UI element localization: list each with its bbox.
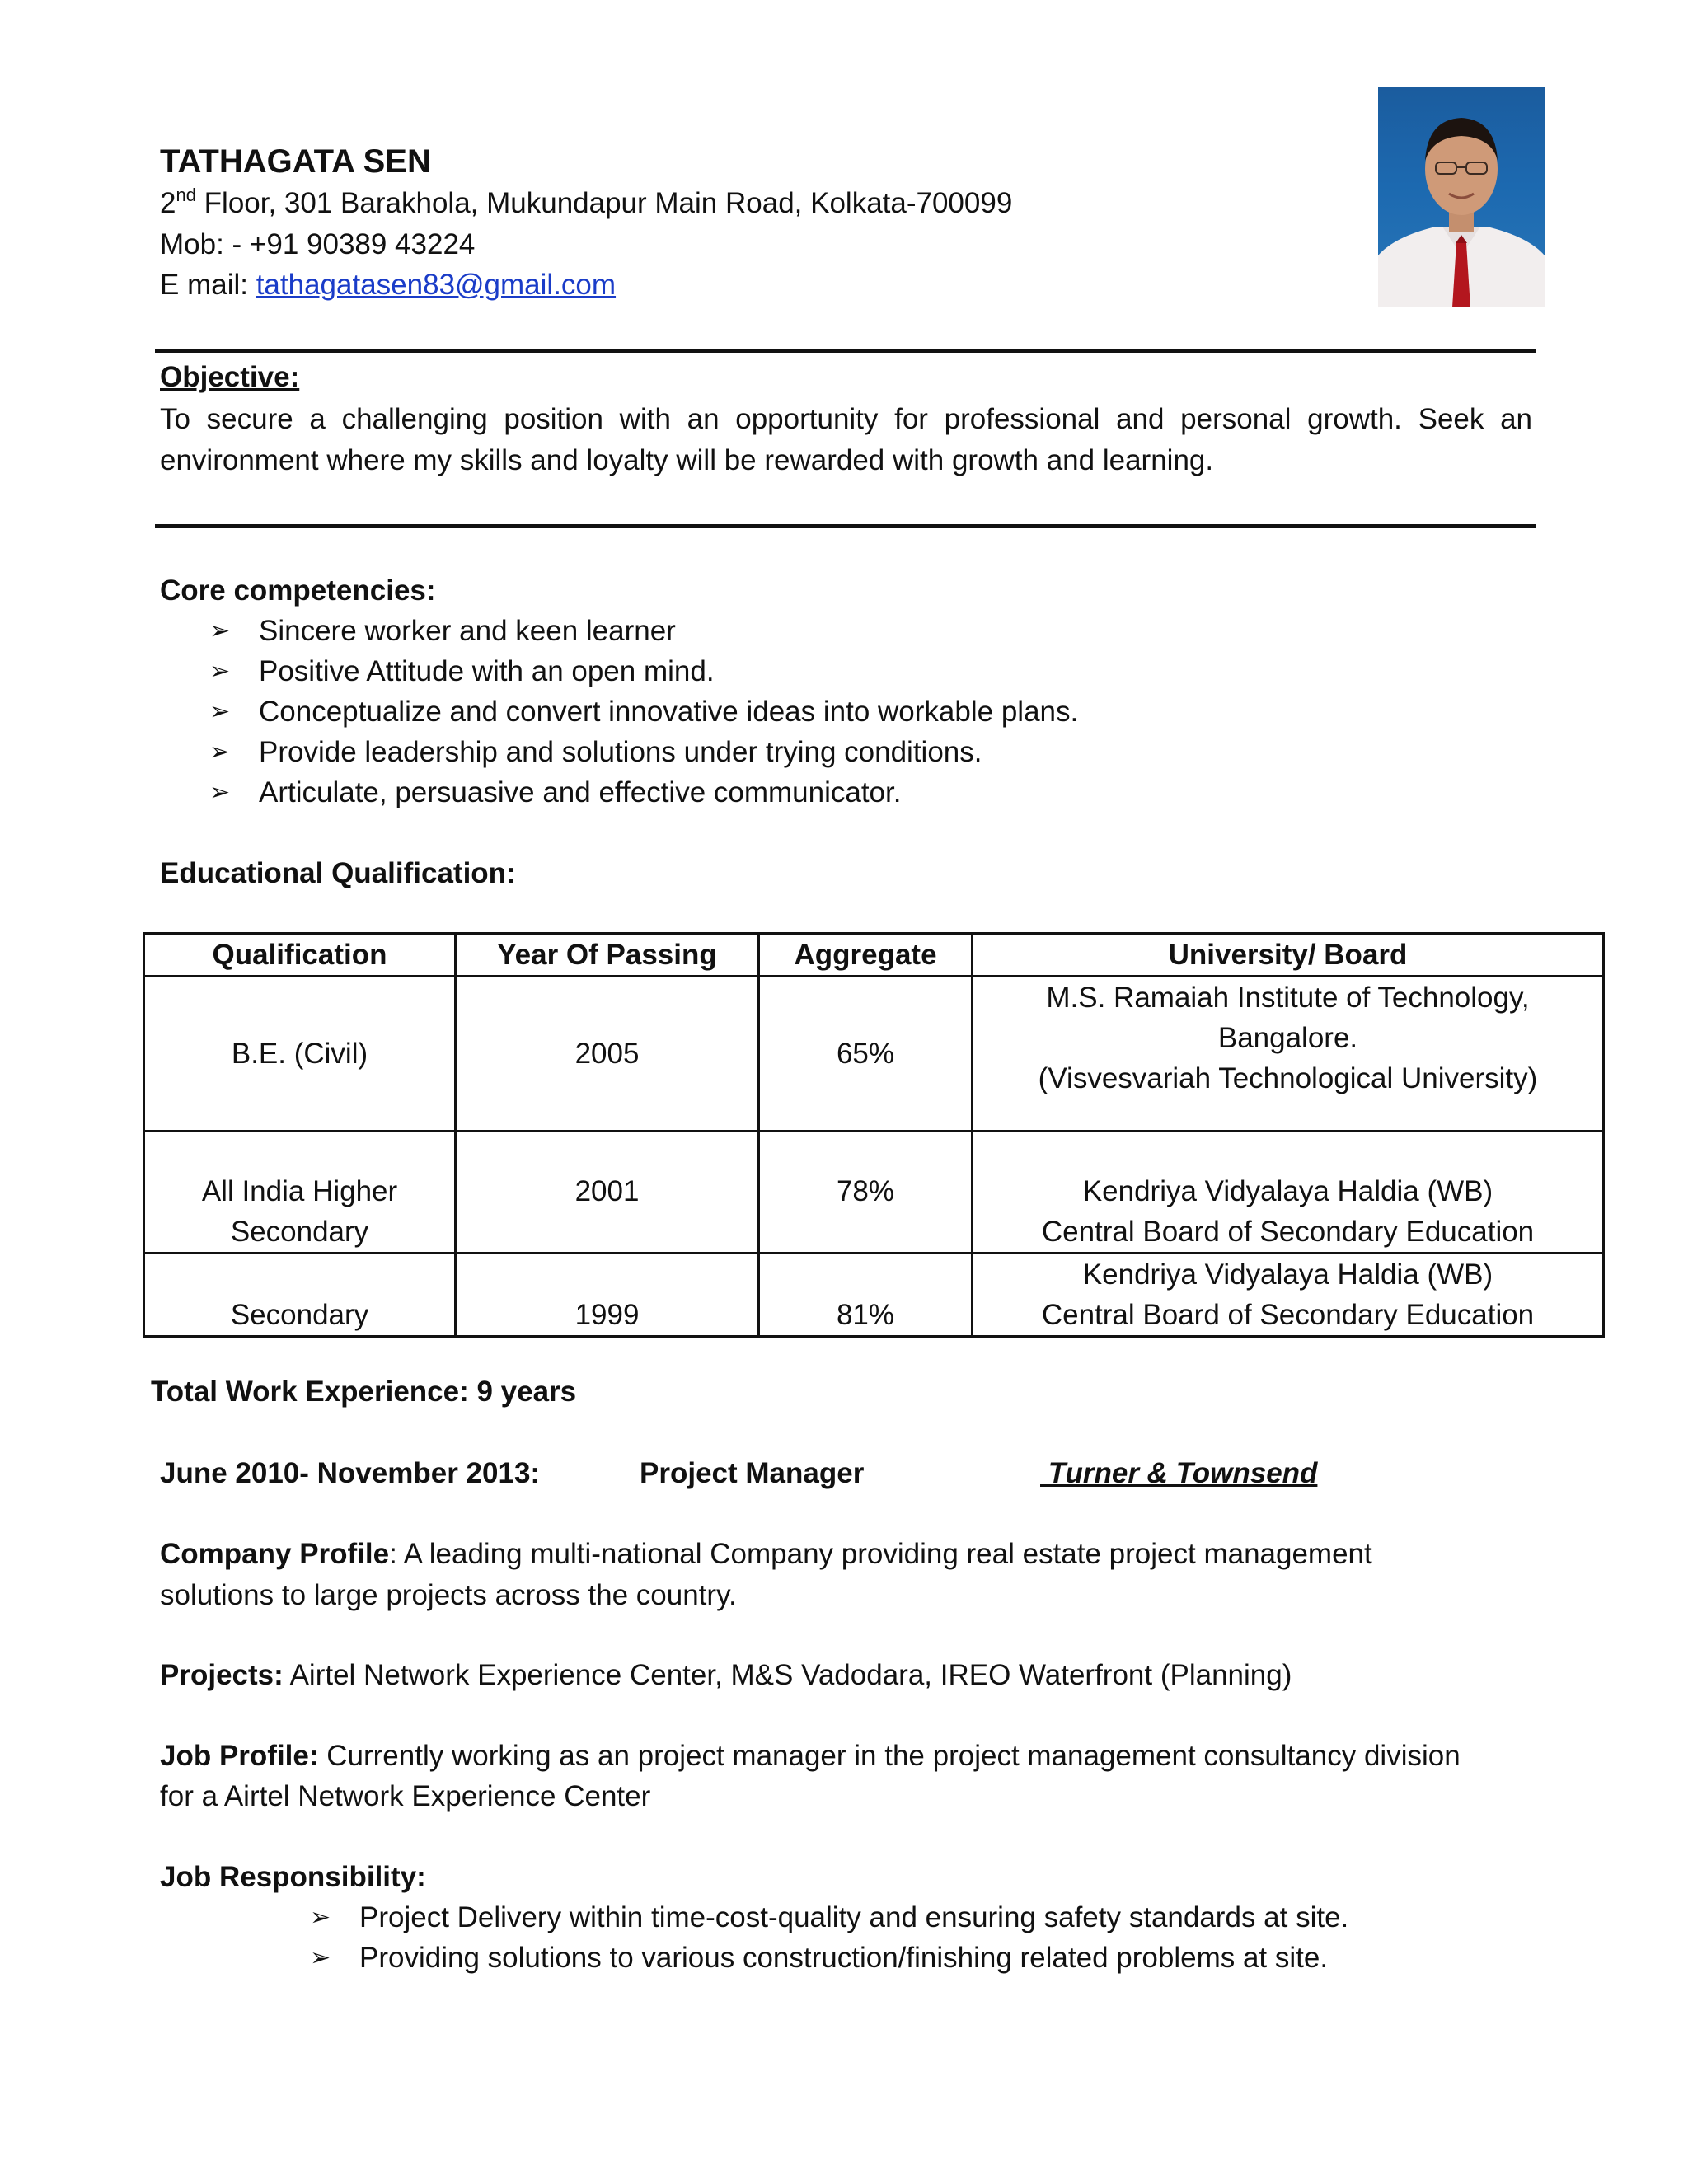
aggregate-cell: 65% [759,977,973,1132]
board-line: (Visvesvariah Technological University) [1038,1062,1538,1094]
employer-name: Turner & Townsend [1040,1457,1318,1489]
qualification-text: B.E. (Civil) [231,1038,368,1070]
list-item-text: Project Delivery within time-cost-quality and ensuring safety standards at site. [359,1901,1349,1933]
address-superscript: nd [176,185,196,205]
list-item [310,1897,1348,1938]
job-responsibility-title: Job Responsibility: [160,1861,426,1893]
board-cell [973,1132,1604,1254]
list-item-text: Positive Attitude with an open mind. [259,655,715,687]
total-experience: Total Work Experience: 9 years [151,1376,577,1408]
company-profile-line-1 [160,1534,1372,1575]
qualification-cell [144,977,456,1132]
list-item [209,691,1078,732]
qualification-cell [144,1132,456,1254]
mobile: Mob: - +91 90389 43224 [160,228,476,260]
core-competencies-list [209,611,1078,813]
board-line: Kendriya Vidyalaya Haldia (WB) [1082,1175,1493,1207]
list-item [209,732,1078,772]
qualification-cell [144,1254,456,1337]
job-responsibility-list [310,1897,1348,1978]
address [160,183,1012,224]
year-cell [456,1254,759,1337]
column-header-aggregate: Aggregate [759,934,973,977]
projects-label: Projects: [160,1659,284,1691]
list-item [209,772,1078,813]
objective-divider [155,524,1536,528]
arrow-bullet-icon: ➢ [209,658,231,685]
company-profile-label: Company Profile [160,1538,390,1570]
job-period: June 2010- November 2013: [160,1457,541,1489]
job-profile-line-2: for a Airtel Network Experience Center [160,1780,651,1812]
email-link[interactable]: tathagatasen83@gmail.com [256,269,617,301]
list-item-text: Sincere worker and keen learner [259,615,676,647]
company-profile-text: : A leading multi-national Company providing real estate project management [389,1538,1372,1570]
table-row [144,1132,1604,1254]
objective-title: Objective: [160,361,300,393]
address-rest: Floor, 301 Barakhola, Mukundapur Main Road, Kolkata-700099 [195,187,1013,219]
list-item-text: Providing solutions to various construction/finishing related problems at site. [359,1942,1329,1974]
objective-line-1: To secure a challenging position with an opportunity for professional and personal growth. Seek an [160,403,1532,435]
column-header-qualification: Qualification [144,934,456,977]
year-cell [456,1132,759,1254]
qualification-text: Secondary [230,1299,369,1331]
board-cell [973,1254,1604,1337]
profile-photo-illustration [1378,87,1545,307]
projects-text: Airtel Network Experience Center, M&S Vadodara, IREO Waterfront (Planning) [283,1659,1292,1691]
address-prefix: 2 [160,187,176,219]
list-item [209,611,1078,651]
qualification-text: All India Higher [201,1175,398,1207]
list-item-text: Provide leadership and solutions under trying conditions. [259,736,982,768]
column-header-year: Year Of Passing [456,934,759,977]
table-header-row [144,934,1604,977]
qualification-text: Secondary [230,1216,369,1248]
education-table [143,932,1605,1338]
core-competencies-title: Core competencies: [160,574,436,607]
aggregate-cell [759,1254,973,1337]
profile-photo [1378,87,1545,307]
company-profile-line-2: solutions to large projects across the country. [160,1579,737,1611]
arrow-bullet-icon: ➢ [209,617,231,644]
board-cell [973,977,1604,1132]
header-divider [155,349,1536,353]
job-profile-line-1 [160,1736,1461,1777]
job-profile-text: Currently working as an project manager in the project management consultancy division [318,1740,1461,1772]
arrow-bullet-icon: ➢ [209,779,231,806]
aggregate-text: 78% [836,1175,895,1207]
column-header-board: University/ Board [973,934,1604,977]
board-line: Kendriya Vidyalaya Haldia (WB) [1082,1258,1493,1291]
aggregate-cell [759,1132,973,1254]
list-item-text: Articulate, persuasive and effective communicator. [259,776,902,808]
email-line [160,265,616,306]
arrow-bullet-icon: ➢ [310,1944,331,1971]
list-item [209,651,1078,691]
list-item [310,1938,1348,1978]
arrow-bullet-icon: ➢ [209,738,231,766]
board-line: M.S. Ramaiah Institute of Technology, [1046,982,1530,1014]
email-label: E mail: [160,269,256,301]
year-text: 2001 [574,1175,640,1207]
candidate-name: TATHAGATA SEN [160,143,431,180]
projects-line [160,1655,1292,1696]
job-profile-label: Job Profile: [160,1740,319,1772]
year-text: 1999 [574,1299,640,1331]
arrow-bullet-icon: ➢ [209,698,231,725]
table-row [144,977,1604,1132]
table-row [144,1254,1604,1337]
year-cell: 2005 [456,977,759,1132]
arrow-bullet-icon: ➢ [310,1904,331,1931]
board-line: Central Board of Secondary Education [1041,1216,1535,1248]
job-role: Project Manager [640,1457,865,1489]
list-item-text: Conceptualize and convert innovative ideas into workable plans. [259,696,1079,728]
aggregate-text: 81% [836,1299,895,1331]
board-line: Central Board of Secondary Education [1041,1299,1535,1331]
education-title: Educational Qualification: [160,857,516,889]
objective-line-2: environment where my skills and loyalty will be rewarded with growth and learning. [160,444,1214,476]
board-line: Bangalore. [1217,1022,1358,1054]
